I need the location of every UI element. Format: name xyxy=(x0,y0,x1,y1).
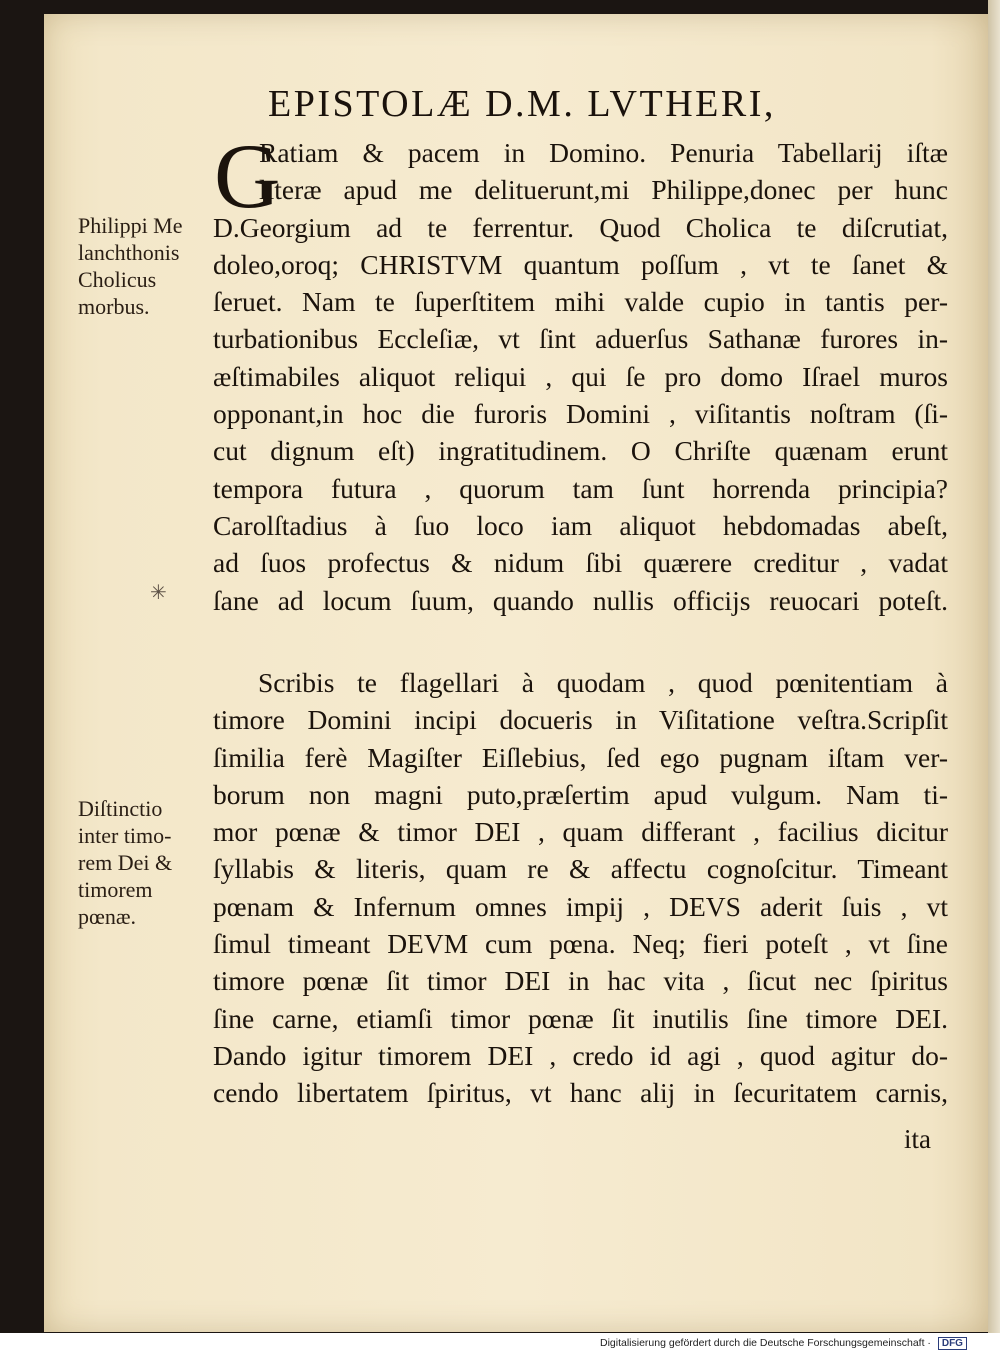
dfg-logo: DFG xyxy=(938,1337,967,1350)
text-line: timore pœnæ ſit timor DEI in hac vita , ſicut nec ſpiritus xyxy=(213,965,948,997)
text-line: ſeruet. Nam te ſuperſtitem mihi valde cupio in tantis per- xyxy=(213,286,948,318)
text-line: timore Domini incipi docueris in Viſitatione veſtra.Scripſit xyxy=(213,704,948,736)
text-line: Dando igitur timorem DEI , credo id agi , quod agitur do- xyxy=(213,1039,948,1071)
text-line: ad ſuos profectus & nidum ſibi quærere creditur , vadat xyxy=(213,547,948,579)
text-line: Ratiam & pacem in Domino. Penuria Tabellarij iſtæ xyxy=(259,137,948,168)
drop-cap: G xyxy=(214,125,281,227)
text-line: pœnam & Infernum omnes impij , DEVS aderit ſuis , vt xyxy=(213,890,948,922)
margin-note-line: timorem xyxy=(78,877,153,902)
margin-note-line: pœnæ. xyxy=(78,904,137,929)
margin-note-line: Cholicus xyxy=(78,267,157,292)
paragraph-1 xyxy=(213,134,948,619)
text-line: ſyllabis & literis, quam re & affectu cognoſcitur. Timeant xyxy=(213,853,948,885)
text-line: æſtimabiles aliquot reliqui , qui ſe pro domo Iſrael muros xyxy=(213,360,948,392)
margin-note-line: Philippi Me xyxy=(78,213,183,238)
right-edge-strip xyxy=(988,0,1000,1333)
text-line: opponant,in hoc die furoris Domini , viſitantis noſtram (ſi- xyxy=(213,398,948,430)
text-line: ſimul timeant DEVM cum pœna. Neq; fieri poteſt , vt ſine xyxy=(213,928,948,960)
text-line: ſine carne, etiamſi timor pœnæ ſit inutilis ſine timore DEI. xyxy=(213,1002,948,1034)
margin-note-line: lanchthonis xyxy=(78,240,180,265)
text-line: D.Georgium ad te ferrentur. Quod Cholica te diſcrutiat, xyxy=(213,211,948,243)
margin-note-line: morbus. xyxy=(78,294,150,319)
text-line: Carolſtadius à ſuo loco iam aliquot hebdomadas abeſt, xyxy=(213,509,948,541)
margin-note-distinctio xyxy=(78,795,210,930)
text-line: cendo libertatem ſpiritus, vt hanc alij in ſecuritatem carnis, xyxy=(213,1077,948,1109)
paragraph-2 xyxy=(213,664,948,1112)
text-line: turbationibus Eccleſiæ, vt ſint aduerſus Sathanæ furores in- xyxy=(213,323,948,355)
text-line: literæ apud me delituerunt,mi Philippe,donec per hunc xyxy=(259,174,948,206)
catchword: ita xyxy=(904,1124,931,1154)
text-line: ſane ad locum ſuum, quando nullis officijs reuocari poteſt. xyxy=(213,584,948,616)
text-line: tempora futura , quorum tam ſunt horrenda principia? xyxy=(213,472,948,504)
text-line: cut dignum eſt) ingratitudinem. O Chriſte quænam erunt xyxy=(213,435,948,467)
margin-note-line: inter timo- xyxy=(78,823,172,848)
margin-note-line: rem Dei & xyxy=(78,850,173,875)
text-line: Scribis te flagellari à quodam , quod pœnitentiam à xyxy=(258,667,948,698)
running-header: EPISTOLÆ D.M. LVTHERI, xyxy=(268,83,776,125)
text-line: mor pœnæ & timor DEI , quam differant , facilius dicitur xyxy=(213,816,948,848)
text-line: doleo,oroq; CHRISTVM quantum poſſum , vt te ſanet & xyxy=(213,248,948,280)
margin-note-line: Diſtinctio xyxy=(78,796,163,821)
ornament-icon: ✳ xyxy=(150,580,167,604)
footer-credit xyxy=(600,1337,967,1350)
footer-text: Digitalisierung gefördert durch die Deutsche Forschungsgemeinschaft · xyxy=(600,1337,931,1349)
text-line: ſimilia ferè Magiſter Eiſlebius, ſed ego pugnam iſtam ver- xyxy=(213,741,948,773)
text-line: borum non magni puto,præſertim apud vulgum. Nam ti- xyxy=(213,778,948,810)
margin-note-melanchthon xyxy=(78,212,210,320)
